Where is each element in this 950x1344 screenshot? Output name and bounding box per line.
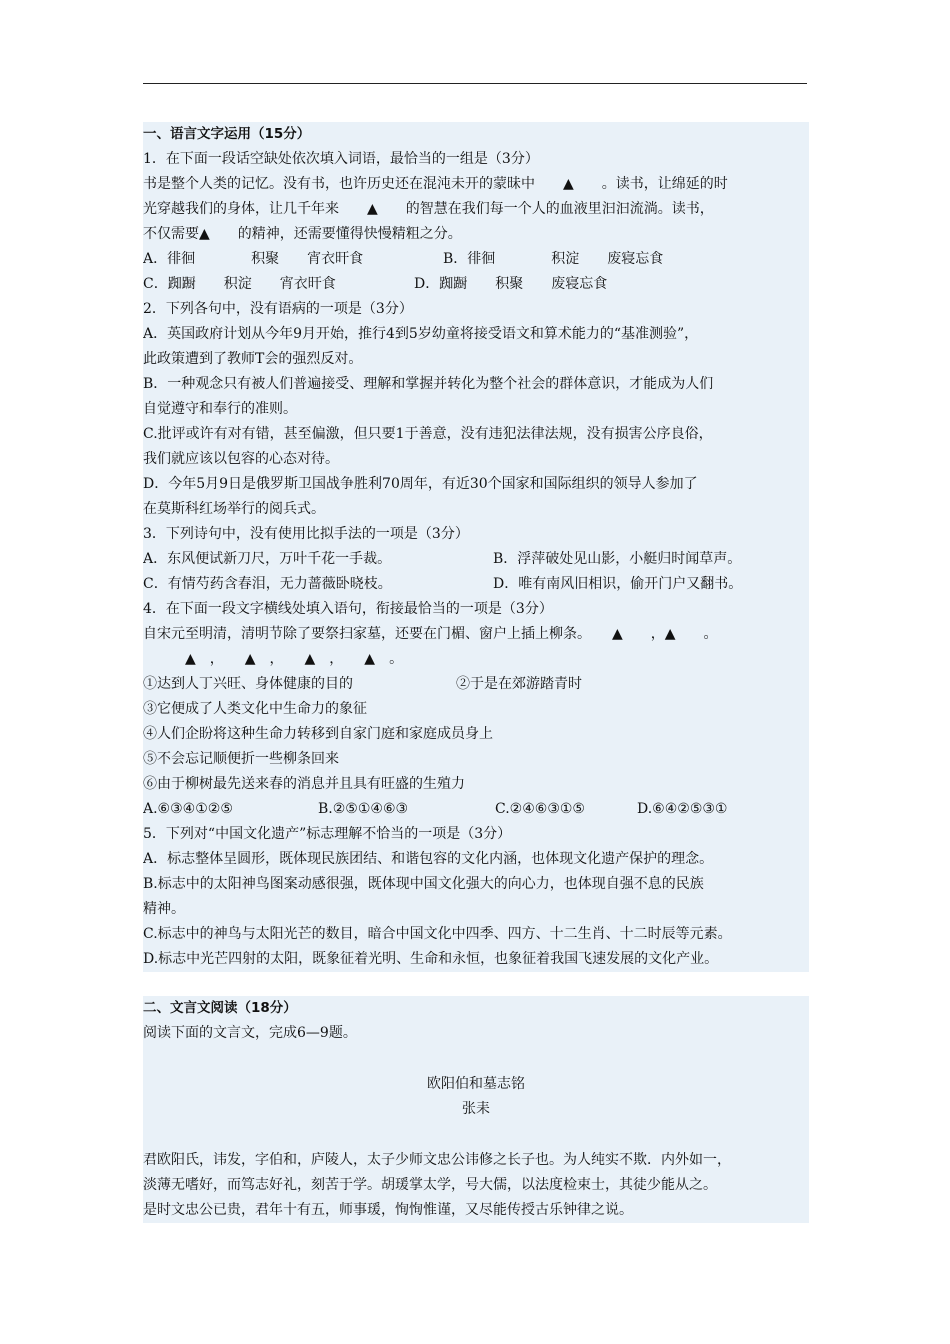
q5-stem: 5．下列对“中国文化遗产”标志理解不恰当的一项是（3分）	[143, 822, 809, 847]
q4-item-1: ①达到人丁兴旺、身体健康的目的	[143, 676, 353, 692]
section1-heading: 一、语言文字运用（15分）	[143, 122, 809, 147]
q2-line: 在莫斯科红场举行的阅兵式。	[143, 497, 809, 522]
q3-option-d: D．唯有南风旧相识，偷开门户又翻书。	[493, 576, 743, 592]
q1-options-row	[143, 272, 809, 297]
q3-options-row	[143, 572, 809, 597]
q1-options-row	[143, 247, 809, 272]
q3-option-b: B．浮萍破处见山影，小艇归时闻草声。	[493, 551, 742, 567]
section2-heading: 二、文言文阅读（18分）	[143, 996, 809, 1021]
q4-item-3: ③它便成了人类文化中生命力的象征	[143, 697, 809, 722]
q2-line: B．一种观念只有被人们普遍接受、理解和掌握并转化为整个社会的群体意识，才能成为人们	[143, 372, 809, 397]
passage-title: 欧阳伯和墓志铭	[143, 1072, 809, 1097]
q2-line: D．今年5月9日是俄罗斯卫国战争胜利70周年，有近30个国家和国际组织的领导人参加了	[143, 472, 809, 497]
q3-option-c: C．有情芍药含春泪，无力蔷薇卧晓枝。	[143, 576, 392, 592]
q4-item-6: ⑥由于柳树最先送来春的消息并且具有旺盛的生殖力	[143, 772, 809, 797]
q4-item-row	[143, 672, 809, 697]
q3-stem: 3．下列诗句中，没有使用比拟手法的一项是（3分）	[143, 522, 809, 547]
q5-line: C.标志中的神鸟与太阳光芒的数目，暗合中国文化中四季、四方、十二生肖、十二时辰等元素。	[143, 922, 809, 947]
q1-passage-line: 书是整个人类的记忆。没有书，也许历史还在混沌未开的蒙昧中 ▲ 。读书，让绵延的时	[143, 172, 809, 197]
q4-item-4: ④人们企盼将这种生命力转移到自家门庭和家庭成员身上	[143, 722, 809, 747]
q5-line: 精神。	[143, 897, 809, 922]
exam-document	[143, 122, 809, 1223]
q4-options-row	[143, 797, 809, 822]
passage-line: 淡薄无嗜好，而笃志好礼，刻苦于学。胡瑗掌太学，号大儒，以法度检束士，其徒少能从之。	[143, 1173, 809, 1198]
q1-passage-line: 光穿越我们的身体，让几千年来 ▲ 的智慧在我们每一个人的血液里汩汩流淌。读书，	[143, 197, 809, 222]
q4-item-5: ⑤不会忘记顺便折一些柳条回来	[143, 747, 809, 772]
header-rule	[143, 83, 807, 84]
section-spacer	[143, 972, 809, 996]
q2-line: 自觉遵守和奉行的准则。	[143, 397, 809, 422]
q1-option-a: A．徘徊 积聚 宵衣旰食	[143, 251, 364, 267]
q3-options-row	[143, 547, 809, 572]
q2-line: A．英国政府计划从今年9月开始，推行4到5岁幼童将接受语文和算术能力的“基准测验”，	[143, 322, 809, 347]
section2-instruction: 阅读下面的文言文，完成6—9题。	[143, 1021, 809, 1046]
spacer	[143, 1046, 809, 1072]
q1-option-d: D．踟蹰 积聚 废寝忘食	[414, 276, 608, 292]
q2-stem: 2．下列各句中，没有语病的一项是（3分）	[143, 297, 809, 322]
q2-line: C.批评或许有对有错，甚至偏激，但只要1于善意，没有违犯法律法规，没有损害公序良俗，	[143, 422, 809, 447]
passage-line: 是时文忠公已贵，君年十有五，师事瑗，恂恂惟谨，又尽能传授古乐钟律之说。	[143, 1198, 809, 1223]
q1-passage-line: 不仅需要▲ 的精神，还需要懂得快慢精粗之分。	[143, 222, 809, 247]
q4-option-b: B.②⑤①④⑥③	[318, 801, 409, 817]
q3-option-a: A．东风便试新刀尺，万叶千花一手裁。	[143, 551, 392, 567]
passage-author: 张耒	[143, 1097, 809, 1122]
spacer	[143, 1122, 809, 1148]
q4-passage-line: 自宋元至明清，清明节除了要祭扫家墓，还要在门楣、窗户上插上柳条。 ▲ ，▲ 。	[143, 622, 809, 647]
q2-line: 我们就应该以包容的心态对待。	[143, 447, 809, 472]
q1-option-b: B．徘徊 积淀 废寝忘食	[443, 251, 664, 267]
q4-passage-line: ▲ ， ▲ ， ▲ ， ▲ 。	[143, 647, 809, 672]
q5-line: B.标志中的太阳神鸟图案动感很强，既体现中国文化强大的向心力，也体现自强不息的民族	[143, 872, 809, 897]
passage-line: 君欧阳氏，讳发，字伯和，庐陵人，太子少师文忠公讳修之长子也。为人纯实不欺．内外如一，	[143, 1148, 809, 1173]
q5-line: D.标志中光芒四射的太阳，既象征着光明、生命和永恒，也象征着我国飞速发展的文化产业。	[143, 947, 809, 972]
q4-item-2: ②于是在郊游踏青时	[456, 676, 582, 692]
q1-stem: 1．在下面一段话空缺处依次填入词语，最恰当的一组是（3分）	[143, 147, 809, 172]
q4-stem: 4．在下面一段文字横线处填入语句，衔接最恰当的一项是（3分）	[143, 597, 809, 622]
q4-option-a: A.⑥③④①②⑤	[143, 801, 233, 817]
q1-option-c: C．踟蹰 积淀 宵衣旰食	[143, 276, 336, 292]
q2-line: 此政策遭到了教师T会的强烈反对。	[143, 347, 809, 372]
q4-option-d: D.⑥④②⑤③①	[637, 801, 728, 817]
q4-option-c: C.②④⑥③①⑤	[495, 801, 585, 817]
q5-line: A．标志整体呈圆形，既体现民族团结、和谐包容的文化内涵，也体现文化遗产保护的理念。	[143, 847, 809, 872]
